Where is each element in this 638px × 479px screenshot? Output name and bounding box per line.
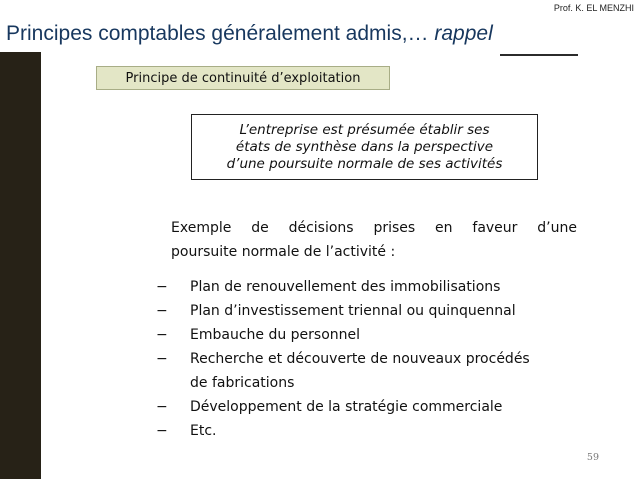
dash-bullet: − xyxy=(156,303,168,319)
slide-title-main: Principes comptables généralement admis,… xyxy=(6,22,435,45)
sidebar-decoration xyxy=(0,52,41,479)
intro-word: décisions xyxy=(288,220,354,236)
intro-word: d’une xyxy=(537,220,577,236)
dash-bullet: − xyxy=(156,279,168,295)
list-item-text: Etc. xyxy=(190,423,217,439)
title-underline xyxy=(500,54,578,56)
examples-list xyxy=(152,275,582,443)
list-item-text-continued: de fabrications xyxy=(190,375,295,391)
list-item-text: Développement de la stratégie commerciale xyxy=(190,399,503,415)
author-credit: Prof. K. EL MENZHI xyxy=(553,3,634,13)
page-number: 59 xyxy=(586,452,599,463)
list-item-text: Recherche et découverte de nouveaux procédés xyxy=(190,351,530,367)
list-item-text: Plan d’investissement triennal ou quinquennal xyxy=(190,303,516,319)
list-item xyxy=(152,323,582,347)
list-item xyxy=(152,347,582,395)
list-item xyxy=(152,419,582,443)
dash-bullet: − xyxy=(156,423,168,439)
examples-intro-line1 xyxy=(171,216,577,240)
list-item-text: Plan de renouvellement des immobilisations xyxy=(190,279,501,295)
examples-intro xyxy=(171,216,577,264)
principle-banner: Principe de continuité d’exploitation xyxy=(96,66,390,90)
dash-bullet: − xyxy=(156,327,168,343)
intro-word: faveur xyxy=(472,220,518,236)
dash-bullet: − xyxy=(156,399,168,415)
dash-bullet: − xyxy=(156,351,168,367)
slide-title-emphasis: rappel xyxy=(434,22,493,45)
intro-word: prises xyxy=(373,220,416,236)
list-item xyxy=(152,275,582,299)
definition-line: états de synthèse dans la perspective xyxy=(235,138,494,155)
intro-word: en xyxy=(435,220,453,236)
intro-word: Exemple xyxy=(171,220,232,236)
slide-title xyxy=(6,22,493,46)
list-item xyxy=(152,299,582,323)
intro-word: de xyxy=(251,220,269,236)
list-item xyxy=(152,395,582,419)
definition-box xyxy=(191,114,538,180)
definition-line: d’une poursuite normale de ses activités xyxy=(226,155,503,172)
examples-intro-line2: poursuite normale de l’activité : xyxy=(171,244,396,260)
list-item-text: Embauche du personnel xyxy=(190,327,361,343)
definition-line: L’entreprise est présumée établir ses xyxy=(239,121,490,138)
